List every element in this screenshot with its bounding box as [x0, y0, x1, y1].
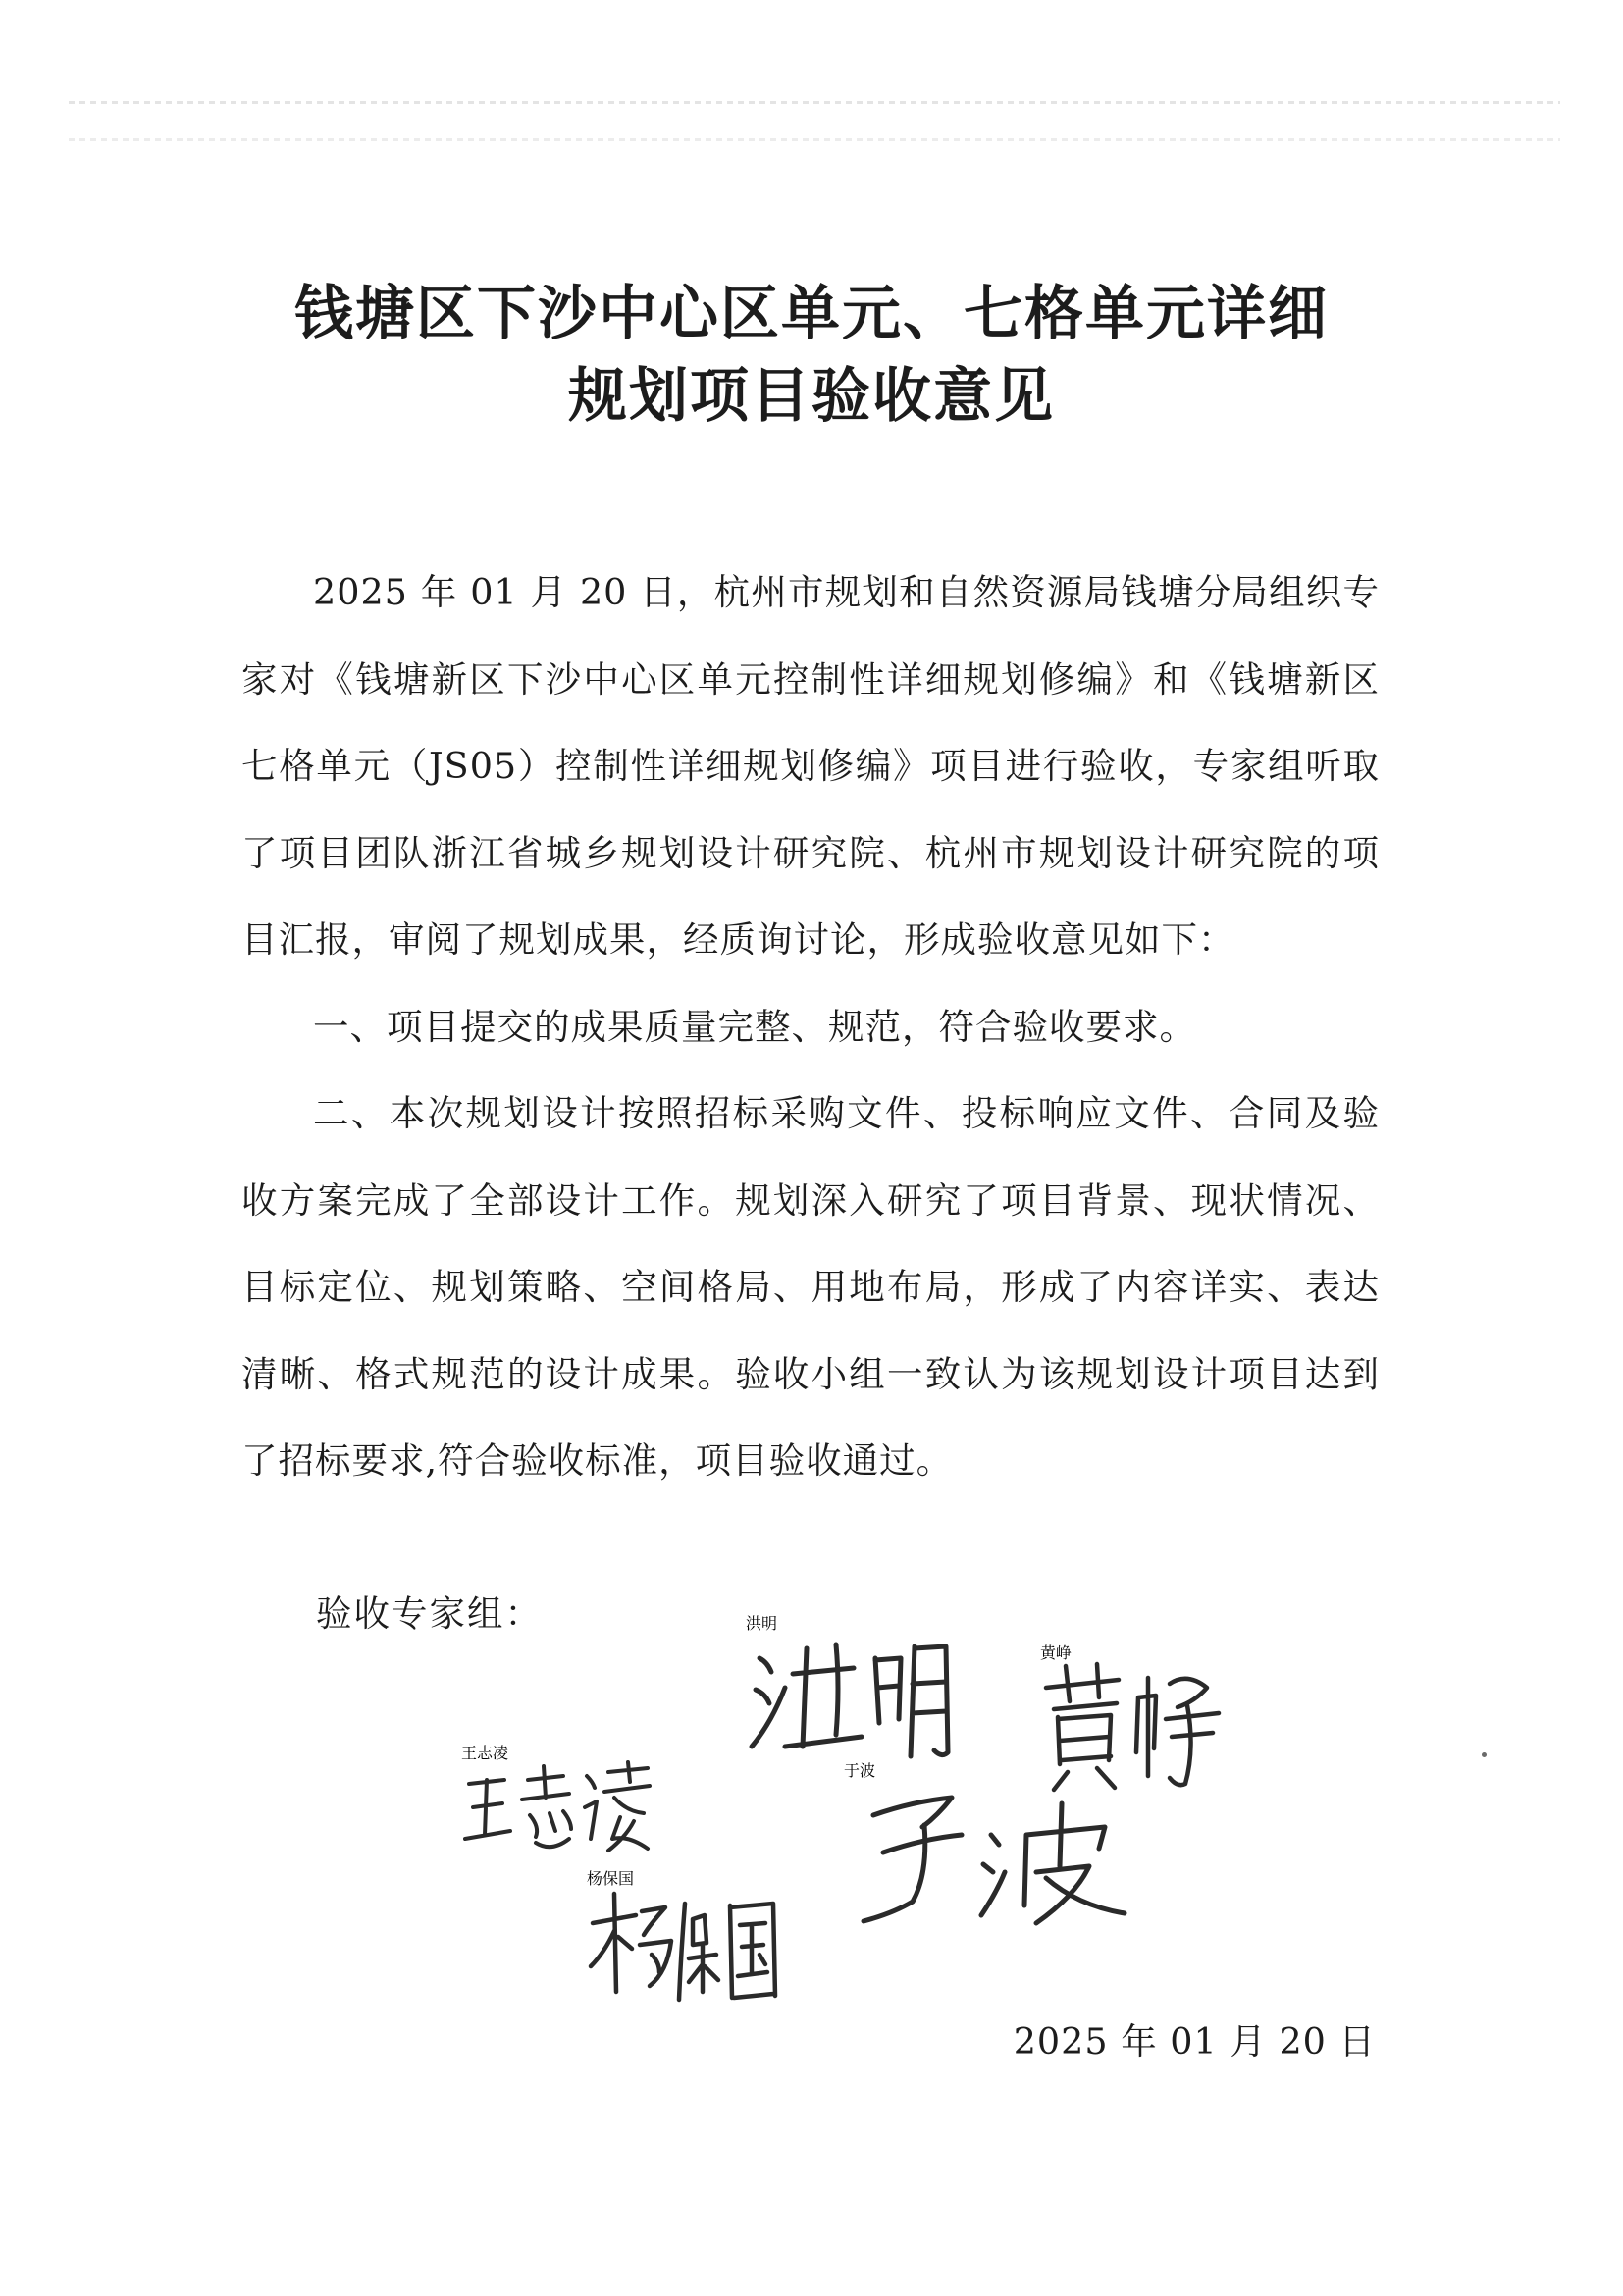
- scan-artifact-line: [69, 101, 1560, 104]
- document-title: [186, 273, 1437, 438]
- scan-speck: [1482, 1752, 1487, 1757]
- signature-name: 黄峥: [1040, 1644, 1073, 1662]
- paragraph-item-2: 二、本次规划设计按照招标采购文件、投标响应文件、合同及验收方案完成了全部设计工作。规划深入研究了项目背景、现状情况、目标定位、规划策略、空间格局、用地布局，形成了内容详实、表达清晰、格式规范的设计成果。验收小组一致认为该规划设计项目达到了招标要求,符合验收标准，项目验收通过。: [241, 1092, 1380, 1482]
- signature-name: 王志凌: [461, 1744, 509, 1762]
- signature-wang-zhiling: [461, 1744, 657, 1856]
- signature-yang-baoguo: [587, 1869, 783, 2011]
- signature-yu-bo: [844, 1761, 1138, 1933]
- paragraph-item-1: 一、项目提交的成果质量完整、规范，符合验收要求。: [313, 1005, 1196, 1048]
- signature-name: 洪明: [746, 1614, 778, 1633]
- signature-date: 2025 年 01 月 20 日: [1013, 2020, 1376, 2062]
- title-line-2: 规划项目验收意见: [568, 362, 1055, 431]
- expert-panel-label: 验收专家组：: [316, 1592, 543, 1635]
- signature-name: 于波: [844, 1761, 876, 1780]
- scan-artifact-line: [69, 138, 1560, 141]
- signature-hong-ming: [746, 1614, 962, 1766]
- title-line-1: 钱塘区下沙中心区单元、七格单元详细: [294, 280, 1329, 348]
- paragraph-intro: 2025 年 01 月 20 日，杭州市规划和自然资源局钱塘分局组织专家对《钱塘新区下沙中心区单元控制性详细规划修编》和《钱塘新区七格单元（JS05）控制性详细规划修编》项目进行验收，专家组听取了项目团队浙江省城乡规划设计研究院、杭州市规划设计研究院的项目汇报，审阅了规划成果，经质询讨论，形成验收意见如下：: [241, 571, 1380, 961]
- document-body: [241, 549, 1380, 1505]
- signature-huang-zheng: [1040, 1644, 1227, 1796]
- signature-name: 杨保国: [587, 1869, 635, 1888]
